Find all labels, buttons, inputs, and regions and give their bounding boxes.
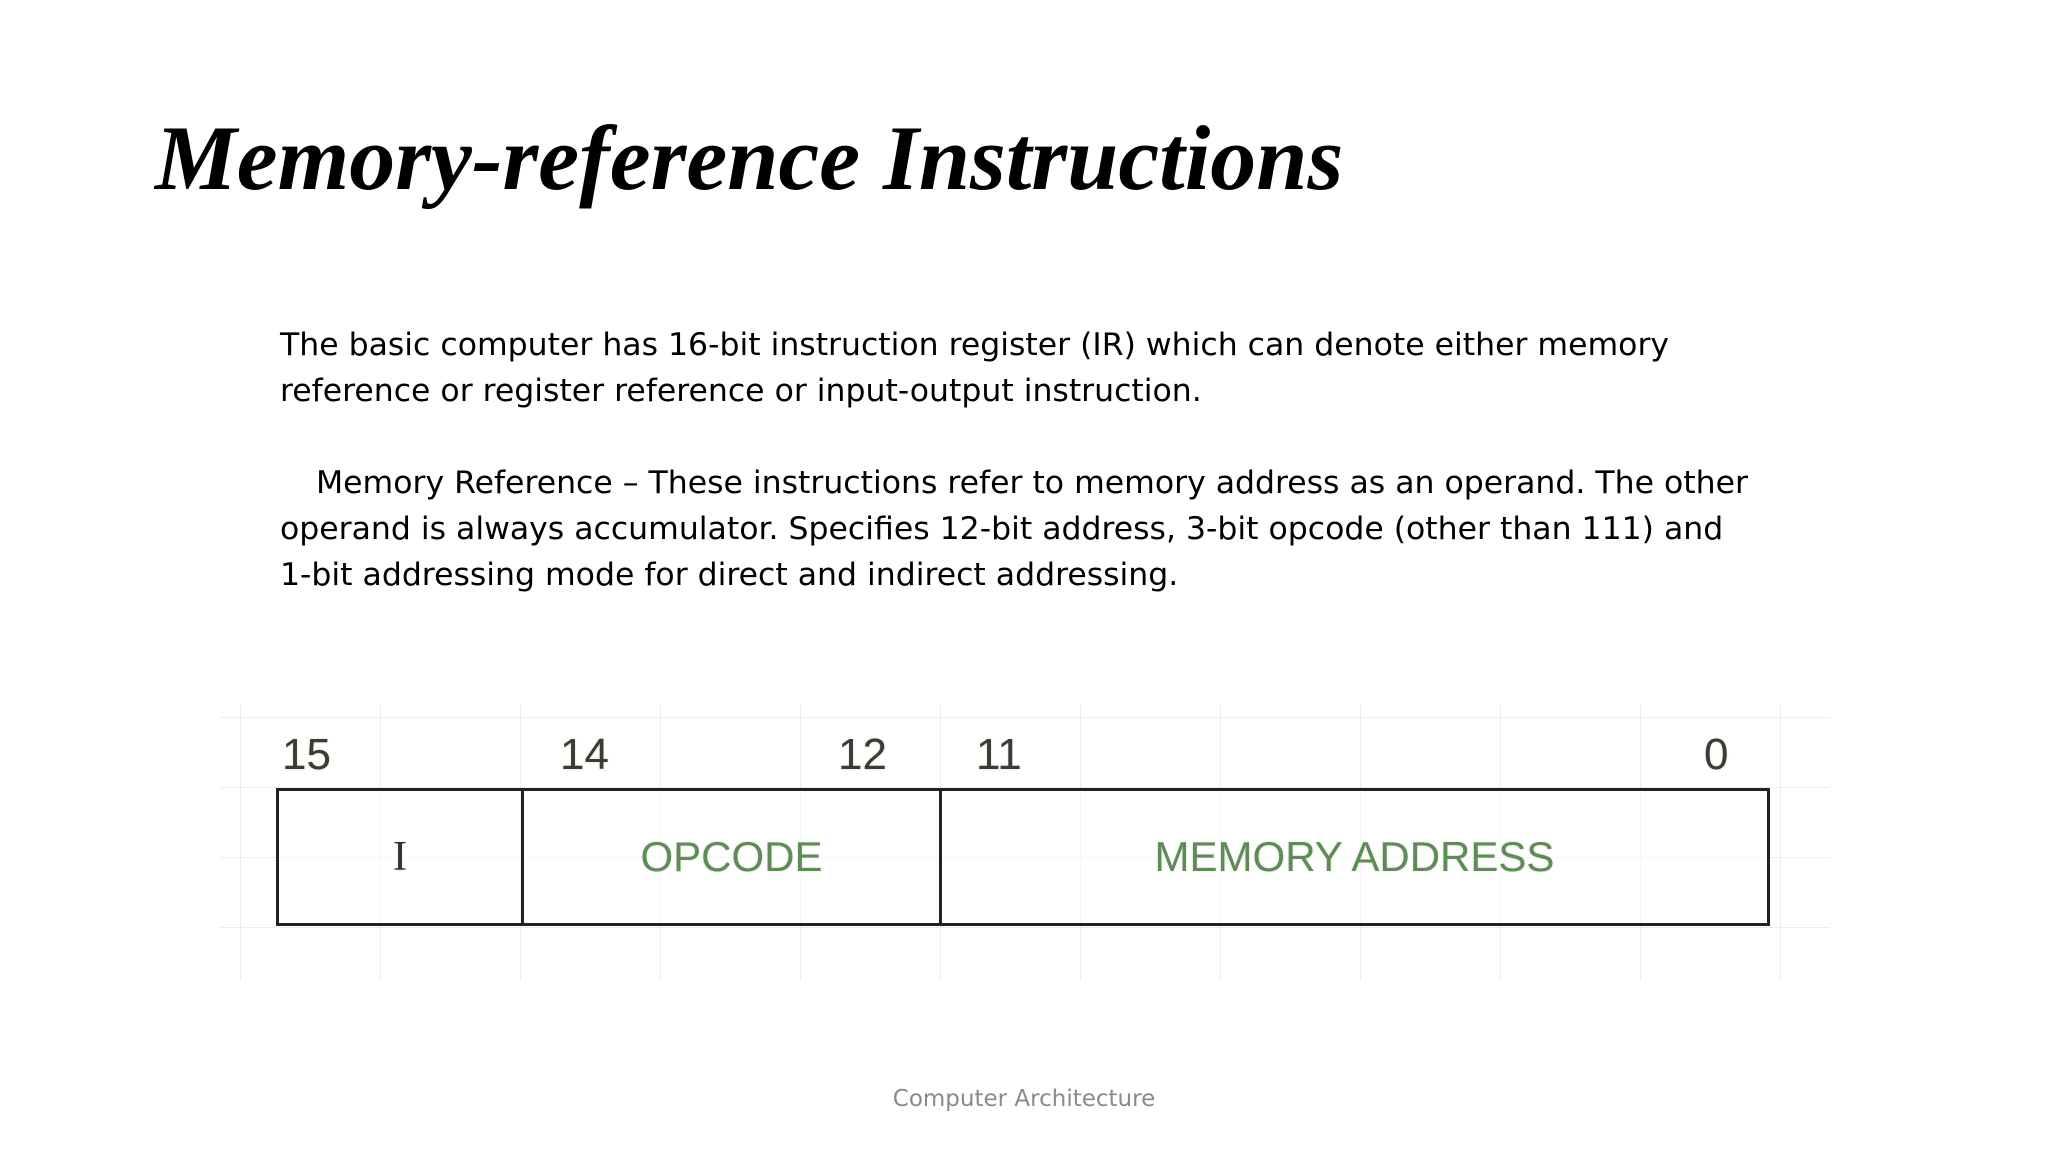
field-opcode: OPCODE: [521, 791, 939, 923]
bit-label-15: 15: [282, 730, 331, 779]
bit-label-12: 12: [838, 730, 887, 779]
instruction-format-box: [276, 788, 1770, 926]
slide-title: Memory-reference Instructions: [155, 107, 1344, 209]
bit-label-0: 0: [1704, 730, 1729, 779]
field-addressing-mode: I: [393, 834, 407, 880]
instruction-format-diagram: [220, 705, 1830, 980]
paragraph-intro: The basic computer has 16-bit instruction register (IR) which can denote either memory reference or register reference or input-output instruction.: [280, 327, 1670, 409]
bit-label-11: 11: [976, 730, 1022, 779]
slide-body: [280, 322, 1760, 598]
bit-label-14: 14: [560, 730, 609, 779]
field-memory-address: MEMORY ADDRESS: [939, 791, 1767, 923]
paragraph-memory-reference: Memory Reference – These instructions refer to memory address as an operand. The other operand is always accumulator. Specifies 12-bit address, 3-bit opcode (other than 111) and 1-bit addressing mode for direct and indirect addressing.: [280, 465, 1748, 593]
slide-footer: Computer Architecture: [892, 1086, 1156, 1112]
